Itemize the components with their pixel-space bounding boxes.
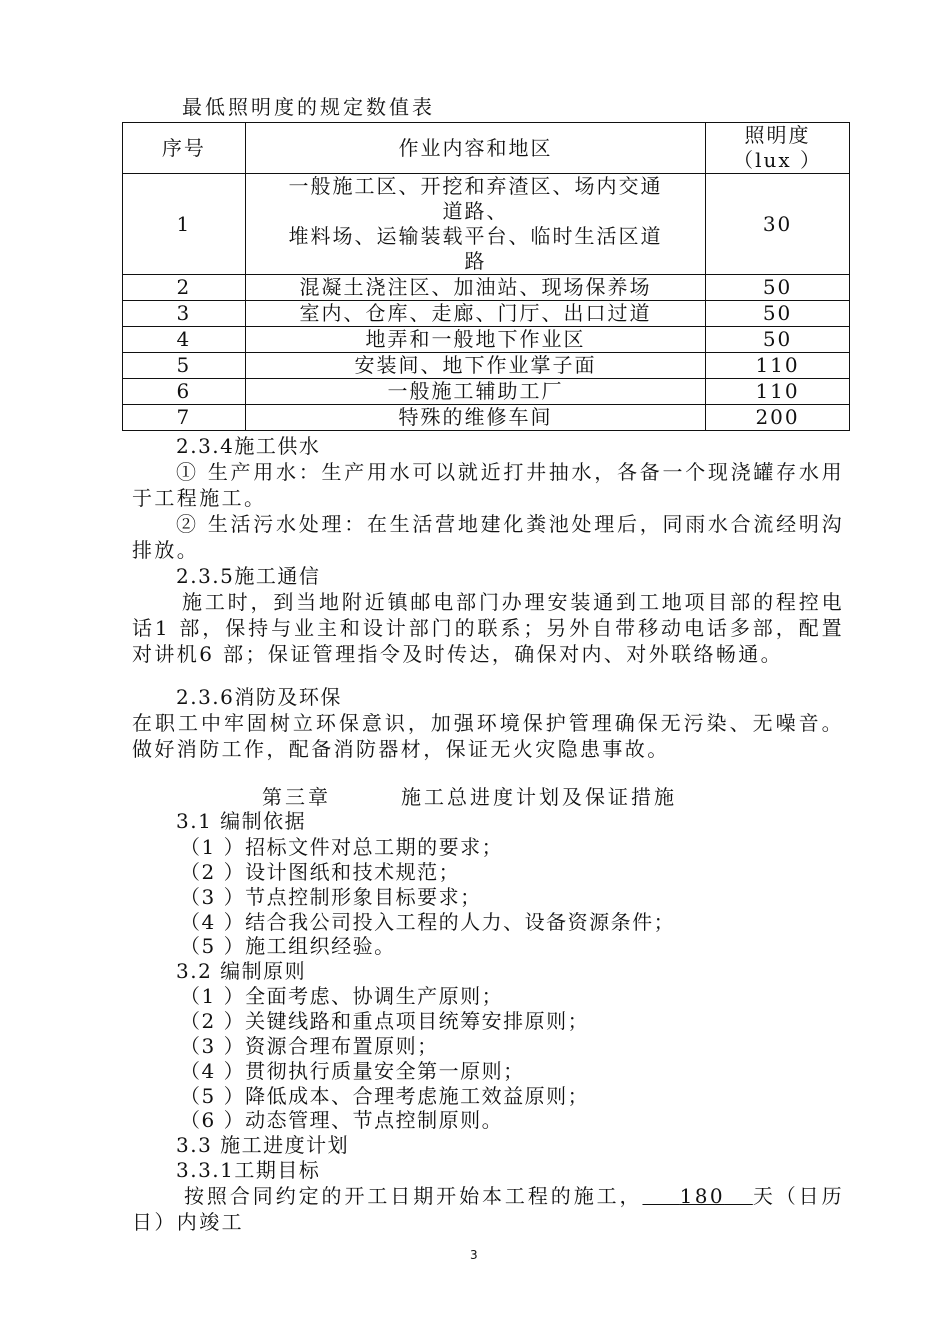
list-item: （1 ）招标文件对总工期的要求； xyxy=(180,835,504,859)
section-heading-3-3: 3.3 施工进度计划 xyxy=(176,1133,350,1157)
section-heading-2-3-6: 2.3.6消防及环保 xyxy=(176,685,342,709)
table-row xyxy=(123,301,850,327)
cell-content-line: 道路、 xyxy=(442,199,509,223)
chapter-name: 施工总进度计划及保证措施 xyxy=(401,785,677,809)
cell-content: 地弄和一般地下作业区 xyxy=(245,327,705,353)
schedule-days xyxy=(642,1184,752,1208)
cell-no: 6 xyxy=(123,379,246,405)
section-heading-3-1: 3.1 编制依据 xyxy=(176,809,307,833)
cell-lux: 110 xyxy=(706,353,850,379)
table-row xyxy=(123,353,850,379)
header-lux-line2: （lux ） xyxy=(733,148,823,172)
cell-no: 2 xyxy=(123,275,246,301)
section-heading-2-3-5: 2.3.5施工通信 xyxy=(176,564,321,588)
schedule-text-after: 天（日历日）内竣工 xyxy=(132,1184,844,1234)
list-item: （3 ）节点控制形象目标要求； xyxy=(180,885,482,909)
header-no: 序号 xyxy=(123,123,246,174)
cell-content-line: 一般施工区、开挖和弃渣区、场内交通 xyxy=(288,174,663,198)
cell-content-line: 堆料场、运输装载平台、临时生活区道 xyxy=(288,224,663,248)
schedule-days-value: 180 xyxy=(679,1184,725,1208)
cell-lux: 30 xyxy=(706,174,850,275)
cell-no: 1 xyxy=(123,174,246,275)
list-item: （4 ）贯彻执行质量安全第一原则； xyxy=(180,1059,525,1083)
chapter-title xyxy=(262,784,677,810)
cell-lux: 50 xyxy=(706,275,850,301)
schedule-text-before: 按照合同约定的开工日期开始本工程的施工， xyxy=(184,1184,643,1208)
cell-no: 5 xyxy=(123,353,246,379)
list-item: （4 ）结合我公司投入工程的人力、设备资源条件； xyxy=(180,910,676,934)
cell-lux: 50 xyxy=(706,327,850,353)
paragraph-sewage: ② 生活污水处理：在生活营地建化粪池处理后，同雨水合流经明沟排放。 xyxy=(132,512,844,562)
list-item: （3 ）资源合理布置原则； xyxy=(180,1034,439,1058)
section-heading-3-3-1: 3.3.1工期目标 xyxy=(176,1158,321,1182)
cell-content xyxy=(245,174,705,275)
cell-content: 室内、仓库、走廊、门厅、出口过道 xyxy=(245,301,705,327)
list-item: （5 ）降低成本、合理考虑施工效益原则； xyxy=(180,1084,590,1108)
table-row xyxy=(123,379,850,405)
list-item: （6 ）动态管理、节点控制原则。 xyxy=(180,1108,504,1132)
table-row xyxy=(123,405,850,431)
cell-content: 特殊的维修车间 xyxy=(245,405,705,431)
header-lux-line1: 照明度 xyxy=(744,123,811,147)
cell-no: 7 xyxy=(123,405,246,431)
header-content: 作业内容和地区 xyxy=(245,123,705,174)
table-row xyxy=(123,327,850,353)
cell-lux: 200 xyxy=(706,405,850,431)
table-row xyxy=(123,275,850,301)
cell-no: 3 xyxy=(123,301,246,327)
cell-content: 混凝土浇注区、加油站、现场保养场 xyxy=(245,275,705,301)
list-item: （2 ）关键线路和重点项目统筹安排原则； xyxy=(180,1009,590,1033)
paragraph-schedule-target xyxy=(132,1183,844,1235)
cell-content-line: 路 xyxy=(464,249,487,273)
cell-content: 一般施工辅助工厂 xyxy=(245,379,705,405)
paragraph-water-production: ① 生产用水：生产用水可以就近打井抽水，各备一个现浇罐存水用于工程施工。 xyxy=(132,460,844,510)
list-item: （5 ）施工组织经验。 xyxy=(180,934,396,958)
chapter-number: 第三章 xyxy=(262,785,331,809)
paragraph-fire-environment: 在职工中牢固树立环保意识，加强环境保护管理确保无污染、无噪音。做好消防工作，配备消防器材，保证无火灾隐患事故。 xyxy=(132,711,844,761)
page-number: 3 xyxy=(470,1248,478,1262)
cell-lux: 50 xyxy=(706,301,850,327)
header-lux xyxy=(706,123,850,174)
table-row xyxy=(123,174,850,275)
list-item: （2 ）设计图纸和技术规范； xyxy=(180,860,461,884)
section-heading-3-2: 3.2 编制原则 xyxy=(176,959,307,983)
cell-lux: 110 xyxy=(706,379,850,405)
list-item: （1 ）全面考虑、协调生产原则； xyxy=(180,984,504,1008)
table-header-row xyxy=(123,123,850,174)
cell-no: 4 xyxy=(123,327,246,353)
paragraph-communication: 施工时，到当地附近镇邮电部门办理安装通到工地项目部的程控电话1 部，保持与业主和设计部门的联系；另外自带移动电话多部，配置对讲机6 部；保证管理指令及时传达，确保对内、对外联络畅通。 xyxy=(132,590,844,666)
illumination-table xyxy=(122,122,850,431)
table-caption: 最低照明度的规定数值表 xyxy=(182,95,435,119)
cell-content: 安装间、地下作业掌子面 xyxy=(245,353,705,379)
section-heading-2-3-4: 2.3.4施工供水 xyxy=(176,434,321,458)
